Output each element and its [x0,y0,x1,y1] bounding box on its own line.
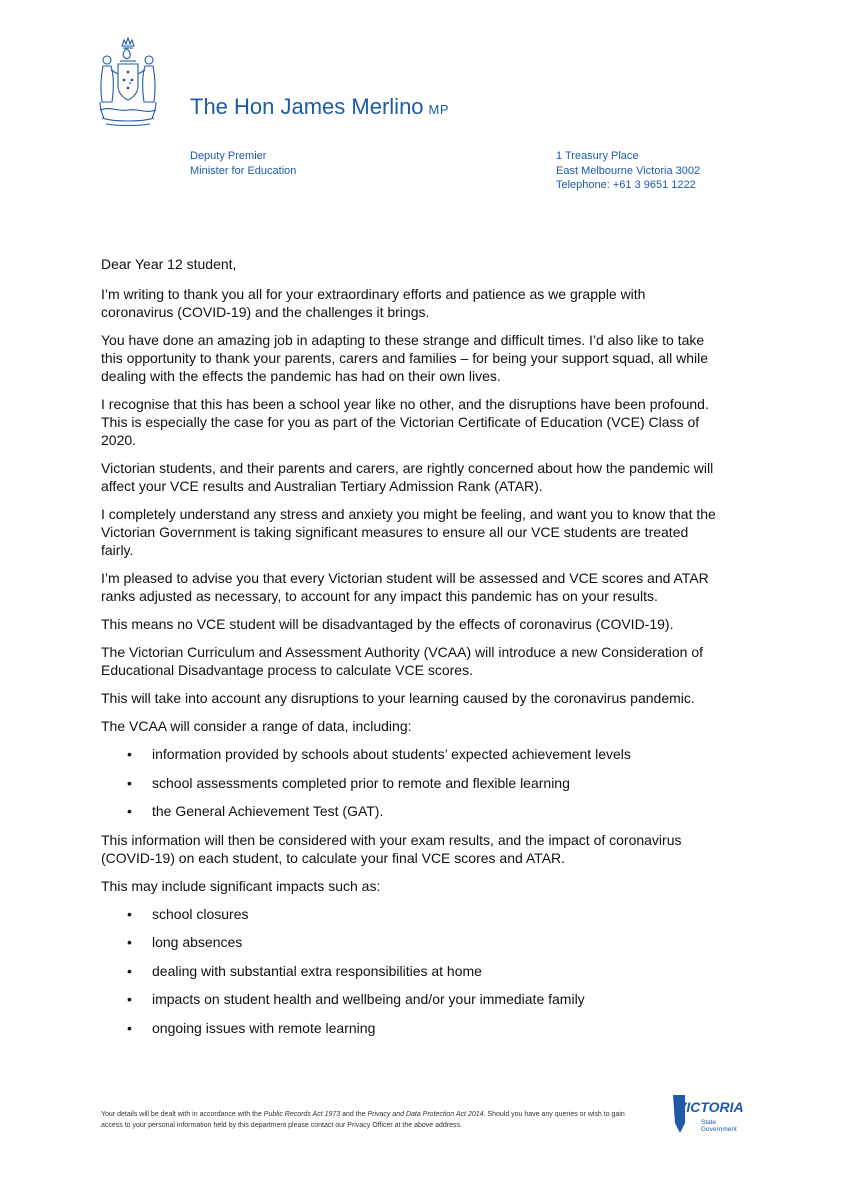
bullet: • [127,905,132,922]
mp-roles [190,149,296,178]
paragraph: This will take into account any disruptions to your learning caused by the coronavirus pandemic. [101,690,695,706]
mp-name [190,94,449,120]
list-item-text: long absences [152,934,243,950]
list-item [101,990,721,1008]
logo-wordmark: VICTORIA [677,1099,744,1115]
paragraph: The VCAA will consider a range of data, including: [101,718,412,734]
paragraph: The Victorian Curriculum and Assessment Authority (VCAA) will introduce a new Consideration of Educational Disadvantage process to calculate VCE scores. [101,644,704,678]
list-item-text: information provided by schools about students’ expected achievement levels [152,746,631,762]
paragraph: This may include significant impacts such as: [101,877,381,894]
list-item-text: school closures [152,905,249,922]
list-item [101,1019,721,1037]
paragraph: You have done an amazing job in adapting to these strange and difficult times. I’d also like to take this opportunity to thank your parents, carers and families – for being your support squad, all while dealing with the effects the pandemic has had on their own lives. [101,332,708,384]
list-item [101,933,721,951]
paragraph: This information will then be considered with your exam results, and the impact of coronavirus (COVID-19) on each student, to calculate your final VCE scores and ATAR. [101,831,682,866]
role-line: Deputy Premier [190,150,267,162]
list-item-text: impacts on student health and wellbeing and/or your immediate family [152,991,585,1007]
list-item [101,962,721,980]
privacy-footer [101,1109,641,1131]
paragraph: This means no VCE student will be disadvantaged by the effects of coronavirus (COVID-19). [101,616,674,632]
paragraph: I completely understand any stress and anxiety you might be feeling, and want you to know that the Victorian Government is taking significant measures to ensure all our VCE students are treated fairly. [101,506,716,558]
act-name: Public Records Act 1973 [263,1111,341,1118]
victoria-state-government-logo [672,1093,748,1137]
bullet: • [127,746,132,762]
telephone-line: Telephone: +61 3 9651 1222 [556,179,696,191]
address-line: 1 Treasury Place [556,150,639,162]
footer-text: and the [340,1111,368,1118]
list-item-text: school assessments completed prior to remote and flexible learning [152,774,570,791]
paragraph: I’m pleased to advise you that every Victorian student will be assessed and VCE scores and ATAR ranks adjusted as necessary, to account for any impact this pandemic has on your results. [101,570,709,604]
list-item [101,802,721,820]
paragraph: Victorian students, and their parents and carers, are rightly concerned about how the pandemic will affect your VCE results and Australian Tertiary Admission Rank (ATAR). [101,460,714,494]
logo-government: Government [701,1126,737,1133]
bullet: • [127,962,132,979]
bullet: • [127,774,132,791]
data-sources-list [101,745,721,820]
mp-name-text: The Hon James Merlino [190,94,424,119]
list-item [101,774,721,792]
list-item-text: the General Achievement Test (GAT). [152,803,384,819]
impacts-list [101,905,721,1037]
role-line: Minister for Education [190,164,297,177]
bullet: • [127,934,132,950]
logo-state: State [701,1119,717,1126]
footer-text: . Should you have any queries or wish to gain access to your personal information held by this department please contact our Privacy Officer at the above address. [101,1111,625,1129]
list-item [101,745,721,763]
footer-text: Your details will be dealt with in accordance with the [101,1111,264,1118]
list-item-text: ongoing issues with remote learning [152,1019,376,1036]
letter-body [101,255,721,1047]
coat-of-arms-icon [96,36,160,128]
list-item [101,905,721,923]
paragraph: I’m writing to thank you all for your extraordinary efforts and patience as we grapple with coronavirus (COVID-19) and the challenges it brings. [101,286,646,320]
address-line: East Melbourne Victoria 3002 [556,164,701,177]
bullet: • [127,803,132,819]
list-item-text: dealing with substantial extra responsibilities at home [152,962,482,979]
act-name: Privacy and Data Protection Act 2014 [367,1111,484,1118]
paragraph: I recognise that this has been a school year like no other, and the disruptions have been profound. This is especially the case for you as part of the Victorian Certificate of Education (VCE) Class of 2020. [101,396,709,448]
bullet: • [127,991,132,1007]
salutation: Dear Year 12 student, [101,256,237,272]
mp-suffix: MP [428,102,450,117]
bullet: • [127,1019,132,1036]
office-address [556,149,700,193]
